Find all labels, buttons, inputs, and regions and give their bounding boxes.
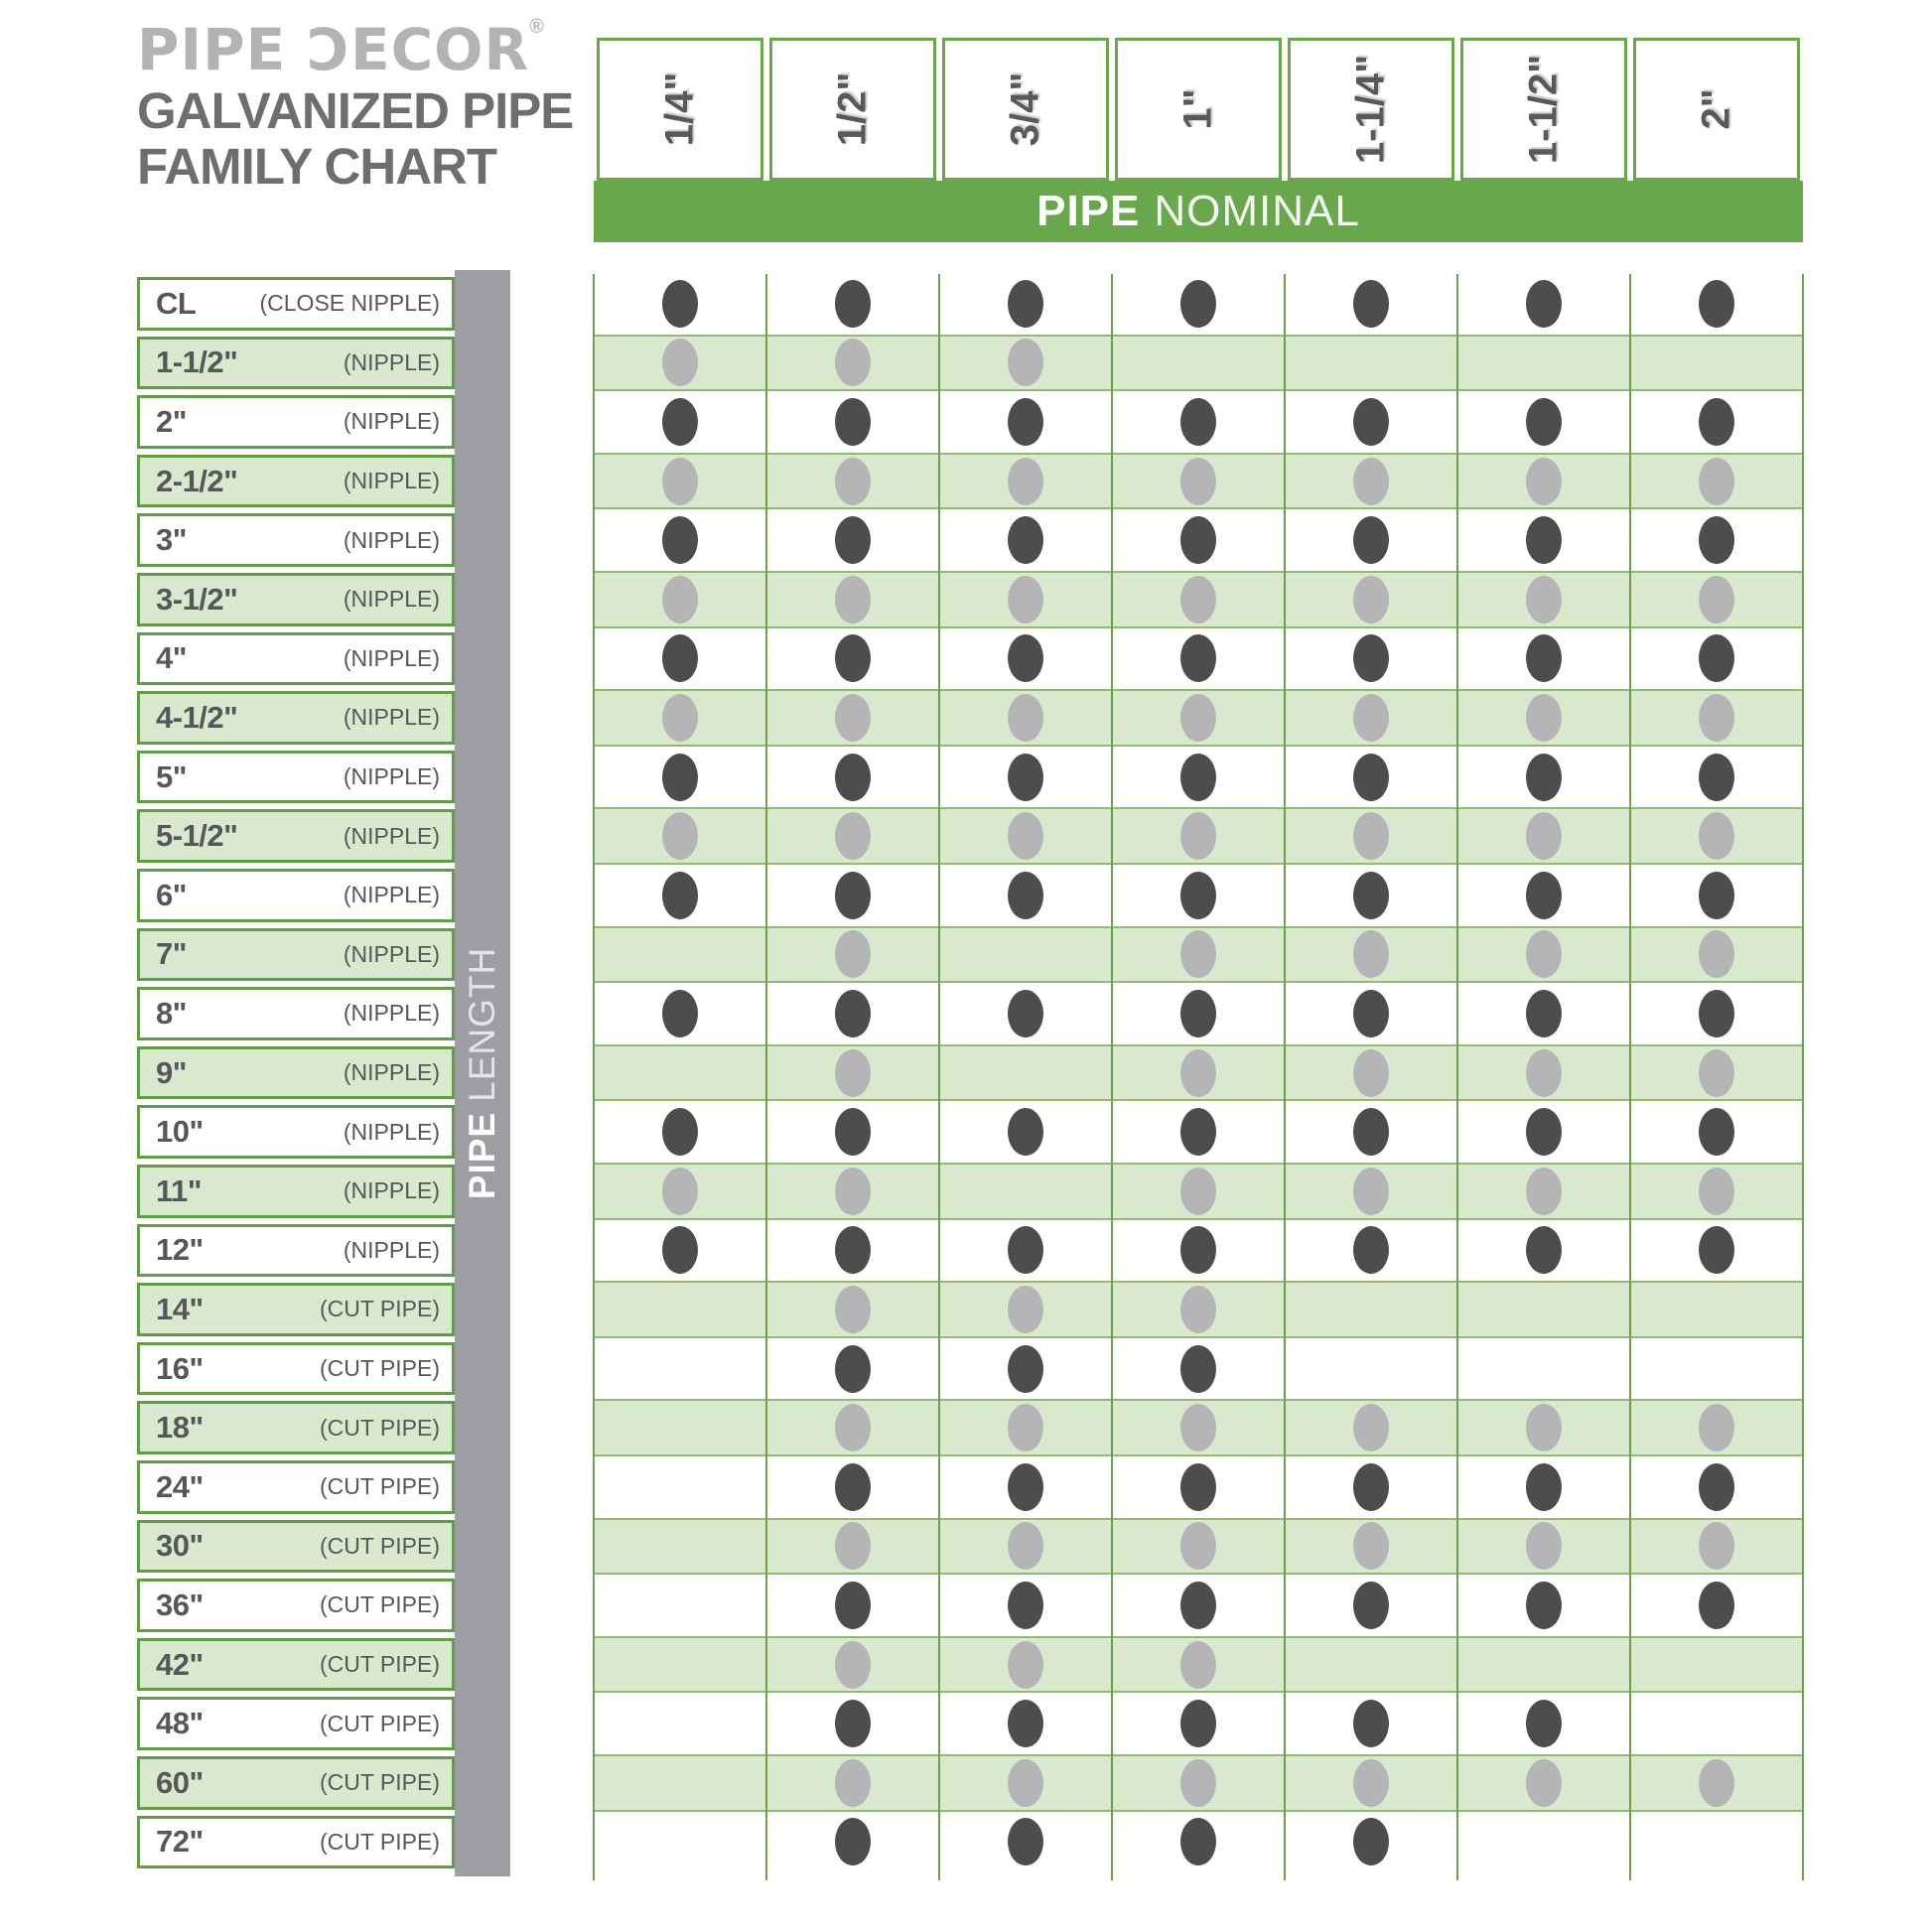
- availability-dot: [835, 1168, 871, 1215]
- row-size-label: 60": [156, 1764, 204, 1800]
- row-size-label: 5-1/2": [156, 818, 238, 854]
- chart-title-line2: FAMILY CHART: [137, 138, 497, 196]
- row-size-label: 3": [156, 522, 187, 558]
- availability-dot: [1008, 1345, 1043, 1393]
- availability-dot: [1699, 872, 1734, 919]
- row-label-30: [137, 1520, 455, 1574]
- row-type-label: (CUT PIPE): [320, 1769, 440, 1796]
- availability-dot: [835, 1226, 871, 1274]
- row-size-label: 4-1/2": [156, 699, 238, 735]
- row-label-11: [137, 1165, 455, 1218]
- availability-dot: [835, 576, 871, 623]
- availability-dot: [662, 990, 698, 1037]
- row-label-CL: [137, 277, 455, 331]
- availability-dot: [1353, 1168, 1389, 1215]
- availability-dot: [1180, 1582, 1216, 1629]
- row-label-16: [137, 1342, 455, 1396]
- availability-dot: [1699, 1463, 1734, 1511]
- availability-dot: [1008, 990, 1043, 1037]
- column-header-label: 3/4": [1003, 71, 1047, 147]
- availability-dot: [662, 280, 698, 328]
- availability-dot: [1526, 576, 1562, 623]
- availability-dot: [1180, 398, 1216, 446]
- row-label-7: [137, 928, 455, 982]
- row-type-label: (CLOSE NIPPLE): [259, 290, 440, 317]
- availability-dot: [1526, 516, 1562, 564]
- availability-dot: [1353, 458, 1389, 505]
- availability-dot: [835, 280, 871, 328]
- pipe-length-bar: [455, 270, 510, 1876]
- availability-dot: [1353, 1759, 1389, 1807]
- availability-dot: [1353, 990, 1389, 1037]
- availability-dot: [1699, 812, 1734, 860]
- row-label-24: [137, 1460, 455, 1514]
- row-size-label: 16": [156, 1350, 204, 1386]
- row-size-label: 5": [156, 759, 187, 794]
- column-header-label: 1/4": [657, 71, 702, 147]
- availability-dot: [1526, 458, 1562, 505]
- availability-dot: [835, 1700, 871, 1747]
- availability-dot: [835, 398, 871, 446]
- availability-dot: [835, 1049, 871, 1097]
- column-header-4: [1115, 38, 1282, 181]
- grid-column-line: [1456, 274, 1458, 1880]
- availability-dot: [1699, 280, 1734, 328]
- availability-dot: [1526, 1404, 1562, 1451]
- availability-dot: [1180, 1463, 1216, 1511]
- row-type-label: (CUT PIPE): [320, 1651, 440, 1678]
- row-size-label: 30": [156, 1528, 204, 1564]
- row-label-3: [137, 513, 455, 567]
- row-size-label: 10": [156, 1114, 204, 1150]
- grid-column-line: [765, 274, 767, 1880]
- column-header-label: 1": [1175, 88, 1220, 130]
- row-type-label: (NIPPLE): [343, 1059, 440, 1086]
- availability-dot: [1353, 1582, 1389, 1629]
- availability-dot: [1526, 1168, 1562, 1215]
- availability-dot: [1180, 634, 1216, 682]
- availability-dot: [1526, 1049, 1562, 1097]
- pipe-length-bold: PIPE: [462, 1111, 502, 1200]
- availability-dot: [1180, 1641, 1216, 1689]
- pipe-nominal-band: [594, 181, 1803, 242]
- grid-row-band: [594, 335, 1803, 392]
- row-label-112: [137, 337, 455, 390]
- availability-dot: [1353, 1700, 1389, 1747]
- availability-dot: [1699, 754, 1734, 801]
- row-size-label: 3-1/2": [156, 581, 238, 617]
- availability-dot: [1180, 754, 1216, 801]
- column-header-1: [597, 38, 763, 181]
- row-type-label: (CUT PIPE): [320, 1473, 440, 1500]
- availability-dot: [1008, 1818, 1043, 1865]
- availability-dot: [1180, 1818, 1216, 1865]
- availability-dot: [1353, 754, 1389, 801]
- availability-dot: [835, 458, 871, 505]
- grid-column-line: [593, 274, 595, 1880]
- availability-dot: [1008, 1404, 1043, 1451]
- availability-dot: [1180, 1286, 1216, 1333]
- availability-dot: [662, 812, 698, 860]
- availability-dot: [835, 1641, 871, 1689]
- availability-dot: [835, 990, 871, 1037]
- availability-dot: [1008, 1759, 1043, 1807]
- row-size-label: 4": [156, 640, 187, 676]
- row-size-label: 72": [156, 1824, 204, 1860]
- row-label-36: [137, 1579, 455, 1632]
- availability-dot: [1008, 872, 1043, 919]
- availability-dot: [1008, 458, 1043, 505]
- row-label-512: [137, 809, 455, 863]
- availability-dot: [1180, 1759, 1216, 1807]
- row-label-5: [137, 751, 455, 804]
- availability-dot: [1180, 872, 1216, 919]
- availability-dot: [835, 634, 871, 682]
- availability-dot: [662, 1108, 698, 1156]
- row-type-label: (NIPPLE): [343, 586, 440, 613]
- grid-column-line: [1629, 274, 1631, 1880]
- availability-dot: [1353, 1404, 1389, 1451]
- availability-dot: [1008, 516, 1043, 564]
- column-header-6: [1460, 38, 1627, 181]
- column-header-label: 1-1/4": [1348, 54, 1393, 165]
- column-header-label: 1/2": [830, 71, 875, 147]
- availability-dot: [1353, 280, 1389, 328]
- availability-dot: [1699, 1108, 1734, 1156]
- availability-dot: [1699, 458, 1734, 505]
- chart-title-line1: GALVANIZED PIPE: [137, 82, 574, 139]
- availability-dot: [1526, 694, 1562, 742]
- column-header-2: [769, 38, 936, 181]
- availability-dot: [1353, 694, 1389, 742]
- availability-dot: [1353, 812, 1389, 860]
- availability-dot: [1180, 576, 1216, 623]
- availability-dot: [1180, 694, 1216, 742]
- availability-dot: [1353, 398, 1389, 446]
- availability-dot: [1353, 1049, 1389, 1097]
- availability-dot: [1180, 458, 1216, 505]
- availability-dot: [1008, 1463, 1043, 1511]
- availability-dot: [1526, 1759, 1562, 1807]
- row-label-212: [137, 455, 455, 508]
- row-size-label: 11": [156, 1173, 202, 1208]
- row-type-label: (CUT PIPE): [320, 1828, 440, 1855]
- availability-dot: [1699, 398, 1734, 446]
- availability-dot: [835, 1463, 871, 1511]
- brand-block: [137, 16, 573, 195]
- row-label-9: [137, 1046, 455, 1100]
- availability-dot: [1180, 1404, 1216, 1451]
- availability-dot: [1353, 872, 1389, 919]
- row-type-label: (NIPPLE): [343, 408, 440, 435]
- pipe-nominal-band-bold: PIPE: [1036, 187, 1141, 235]
- pipe-nominal-band-light: NOMINAL: [1154, 187, 1360, 235]
- availability-dot: [1180, 1700, 1216, 1747]
- row-label-2: [137, 395, 455, 449]
- column-header-3: [942, 38, 1109, 181]
- availability-dot: [835, 812, 871, 860]
- brand-logo-line: [137, 16, 573, 83]
- availability-dot: [1526, 1582, 1562, 1629]
- row-size-label: 2-1/2": [156, 463, 238, 498]
- availability-dot: [662, 634, 698, 682]
- availability-dot: [1353, 1818, 1389, 1865]
- availability-dot: [1526, 280, 1562, 328]
- availability-dot: [1699, 1049, 1734, 1097]
- column-header-5: [1288, 38, 1454, 181]
- availability-dot: [1008, 398, 1043, 446]
- row-label-4: [137, 632, 455, 686]
- row-label-42: [137, 1638, 455, 1692]
- availability-dot: [1008, 1226, 1043, 1274]
- row-type-label: (NIPPLE): [343, 526, 440, 553]
- availability-dot: [1180, 1226, 1216, 1274]
- row-size-label: 12": [156, 1232, 204, 1268]
- column-header-label: 2": [1694, 88, 1738, 130]
- row-size-label: 6": [156, 877, 187, 912]
- availability-dot: [835, 516, 871, 564]
- row-type-label: (CUT PIPE): [320, 1296, 440, 1322]
- row-size-label: 18": [156, 1410, 204, 1446]
- row-size-label: 48": [156, 1706, 204, 1741]
- availability-dot: [1526, 1108, 1562, 1156]
- availability-dot: [1699, 1759, 1734, 1807]
- row-label-412: [137, 691, 455, 745]
- availability-dot: [1699, 694, 1734, 742]
- availability-dot: [1008, 1641, 1043, 1689]
- availability-dot: [1699, 634, 1734, 682]
- availability-dot: [1526, 812, 1562, 860]
- row-type-label: (NIPPLE): [343, 348, 440, 375]
- registered-mark: ®: [529, 16, 544, 38]
- row-type-label: (NIPPLE): [343, 1118, 440, 1145]
- availability-dot: [662, 694, 698, 742]
- grid-column-line: [1111, 274, 1113, 1880]
- availability-dot: [1008, 280, 1043, 328]
- row-label-72: [137, 1816, 455, 1869]
- availability-dot: [835, 1404, 871, 1451]
- availability-dot: [1180, 1108, 1216, 1156]
- availability-dot: [1526, 634, 1562, 682]
- row-type-label: (NIPPLE): [343, 468, 440, 494]
- availability-dot: [1699, 990, 1734, 1037]
- availability-dot: [1699, 516, 1734, 564]
- row-type-label: (NIPPLE): [343, 704, 440, 731]
- availability-dot: [1180, 1345, 1216, 1393]
- availability-dot: [835, 1818, 871, 1865]
- availability-dot: [835, 754, 871, 801]
- availability-dot: [1008, 1582, 1043, 1629]
- row-label-312: [137, 573, 455, 626]
- row-type-label: (NIPPLE): [343, 882, 440, 908]
- availability-dot: [1526, 1700, 1562, 1747]
- row-size-label: 36": [156, 1587, 204, 1622]
- row-label-6: [137, 869, 455, 922]
- availability-dot: [662, 458, 698, 505]
- availability-dot: [662, 1168, 698, 1215]
- grid-column-line: [1284, 274, 1286, 1880]
- pipe-length-light: LENGTH: [462, 946, 502, 1102]
- availability-dot: [1353, 1463, 1389, 1511]
- row-type-label: (NIPPLE): [343, 940, 440, 967]
- availability-dot: [1699, 1582, 1734, 1629]
- availability-dot: [1008, 694, 1043, 742]
- availability-dot: [662, 872, 698, 919]
- availability-dot: [1526, 990, 1562, 1037]
- availability-dot: [1699, 1404, 1734, 1451]
- availability-dot: [662, 1226, 698, 1274]
- row-type-label: (NIPPLE): [343, 1000, 440, 1027]
- availability-dot: [835, 1582, 871, 1629]
- availability-dot: [1699, 1168, 1734, 1215]
- availability-dot: [662, 754, 698, 801]
- row-type-label: (NIPPLE): [343, 644, 440, 671]
- row-label-10: [137, 1105, 455, 1159]
- row-type-label: (NIPPLE): [343, 763, 440, 790]
- availability-dot: [662, 576, 698, 623]
- column-header-7: [1633, 38, 1800, 181]
- row-type-label: (CUT PIPE): [320, 1355, 440, 1382]
- availability-dot: [1008, 634, 1043, 682]
- row-label-8: [137, 987, 455, 1040]
- availability-dot: [1526, 1463, 1562, 1511]
- row-type-label: (CUT PIPE): [320, 1414, 440, 1441]
- availability-dot: [1008, 1700, 1043, 1747]
- availability-dot: [1526, 1226, 1562, 1274]
- row-label-14: [137, 1283, 455, 1336]
- row-size-label: 1-1/2": [156, 345, 238, 380]
- availability-dot: [1180, 516, 1216, 564]
- row-size-label: 8": [156, 995, 187, 1031]
- availability-dot: [1699, 1226, 1734, 1274]
- grid-column-line: [938, 274, 940, 1880]
- row-type-label: (CUT PIPE): [320, 1532, 440, 1559]
- availability-dot: [1008, 812, 1043, 860]
- availability-dot: [1526, 398, 1562, 446]
- availability-dot: [835, 1286, 871, 1333]
- availability-dot: [1353, 1108, 1389, 1156]
- pipe-length-bar-text: [462, 947, 503, 1199]
- availability-dot: [1353, 1226, 1389, 1274]
- row-type-label: (CUT PIPE): [320, 1710, 440, 1736]
- availability-dot: [1008, 754, 1043, 801]
- column-header-label: 1-1/2": [1521, 54, 1566, 165]
- availability-dot: [835, 1108, 871, 1156]
- row-label-12: [137, 1224, 455, 1278]
- row-size-label: 2": [156, 403, 187, 439]
- availability-dot: [1180, 280, 1216, 328]
- row-label-18: [137, 1401, 455, 1454]
- row-size-label: 14": [156, 1291, 204, 1326]
- availability-dot: [835, 1759, 871, 1807]
- availability-dot: [1699, 576, 1734, 623]
- brand-logo: PIPE ƆECOR: [137, 16, 530, 83]
- row-type-label: (NIPPLE): [343, 1177, 440, 1204]
- availability-dot: [1180, 812, 1216, 860]
- availability-dot: [1526, 872, 1562, 919]
- grid-column-line: [1802, 274, 1804, 1880]
- availability-dot: [1008, 576, 1043, 623]
- row-label-60: [137, 1756, 455, 1810]
- availability-dot: [1353, 634, 1389, 682]
- availability-dot: [1353, 516, 1389, 564]
- availability-dot: [1008, 1108, 1043, 1156]
- row-size-label: 7": [156, 936, 187, 972]
- availability-dot: [835, 694, 871, 742]
- availability-dot: [1008, 1286, 1043, 1333]
- row-label-48: [137, 1697, 455, 1750]
- availability-dot: [662, 516, 698, 564]
- row-type-label: (NIPPLE): [343, 822, 440, 849]
- row-size-label: 24": [156, 1468, 204, 1504]
- availability-dot: [1353, 576, 1389, 623]
- availability-dot: [1526, 754, 1562, 801]
- availability-dot: [835, 872, 871, 919]
- availability-dot: [1180, 1049, 1216, 1097]
- availability-dot: [1180, 1168, 1216, 1215]
- row-type-label: (CUT PIPE): [320, 1591, 440, 1618]
- availability-dot: [662, 398, 698, 446]
- row-size-label: 9": [156, 1054, 187, 1090]
- availability-dot: [835, 1345, 871, 1393]
- row-type-label: (NIPPLE): [343, 1236, 440, 1263]
- row-size-label: 42": [156, 1646, 204, 1682]
- row-size-label: CL: [156, 285, 197, 321]
- availability-dot: [1180, 990, 1216, 1037]
